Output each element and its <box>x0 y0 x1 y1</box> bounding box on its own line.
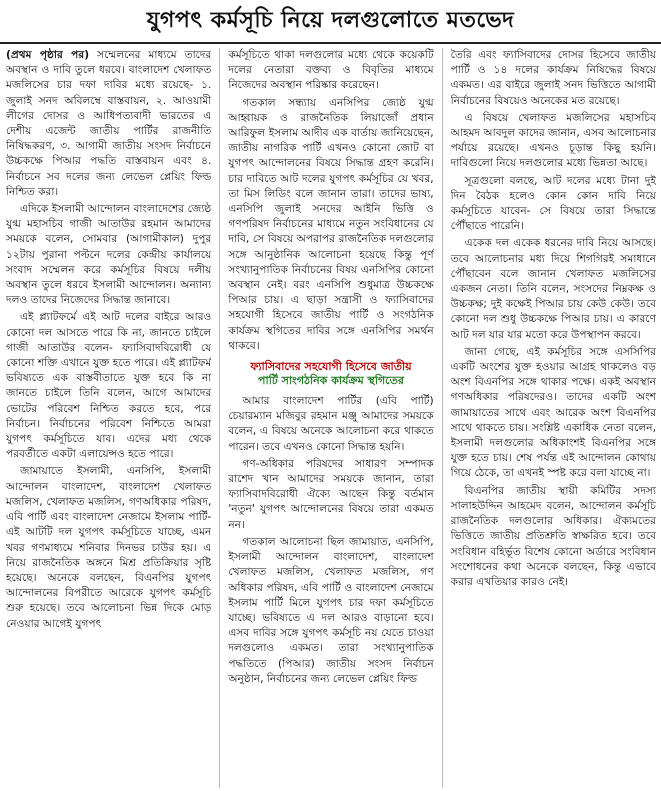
paragraph-text: সম্মেলনের মাধ্যমে তাদের অবস্থান ও দাবি তুলে ধরবে। বাংলাদেশ খেলাফত মজলিসের চার দফা দাবির মধ্যে রয়েছে- ১. জুলাই সনদ অবিলম্বে বাস্তবায়ন, ২. আওয়ামী লীগের দোসর ও আধিপত্যবাদী ভারতের এ দেশীয় এজেন্ট জাতীয় পার্টির রাজনীতি নিষিদ্ধকরণ, ৩. আগামী জাতীয় সংসদ নির্বাচনে উচ্চকক্ষে পিআর পদ্ধতি বাস্তবায়ন এবং ৪. নির্বাচনে সব দলের জন্য লেভেল প্লেয়িং ফিল্ড নিশ্চিত করা। <box>6 49 212 198</box>
paragraph: গতকাল সন্ধ্যায় এনসিপির জ্যেষ্ঠ যুগ্ম আহ্বায়ক ও রাজনৈতিক লিয়াজোঁ প্রধান আরিফুল ইসলাম আদীব এক বার্তায় জানিয়েছেন, জাতীয় নাগরিক পার্টি এখনও কোনো জোট বা যুগপৎ আন্দোলনের বিষয়ে সিদ্ধান্ত গ্রহণ করেনি। চার দাবিতে আট দলের যুগপৎ কর্মসূচির যে খবর, তা মিস লিডিং বলে জানান তারা। তাদের ভাষ্য, এনসিপি জুলাই সনদের আইনি ভিত্তি ও গণপরিষদ নির্বাচনের মাধ্যমে নতুন সংবিধানের যে দাবি, সে বিষয়ে অপরাপর রাজনৈতিক দলগুলোর সঙ্গে আনুষ্ঠানিক আলোচনা হয়েছে কিন্তু পূর্ণ সংখ্যানুপাতিক নির্বাচনের বিষয় এনসিপির কোনো অবস্থান নেই। বরং এনসিপি শুধুমাত্র উচ্চকক্ষে পিআর চায়। এ ছাড়া সন্ত্রাসী ও ফ্যাসিবাদের সহযোগী হিসেবে জাতীয় পার্টি ও সংগঠনিক কার্যক্রম স্থগিতের দাবির সঙ্গে এনসিপির সমর্থন থাকবে। <box>228 96 434 352</box>
paragraph: তৈরি এবং ফ্যাসিবাদের দোসর হিসেবে জাতীয় পার্টি ও ১৪ দলের কার্যক্রম নিষিদ্ধের বিষয়ে একমত। এর বাইরে জুলাই সনদ ভিত্তিতে আগামী নির্বাচনের বিষয়েও অনেকের মত রয়েছে। <box>450 49 656 107</box>
continuation-label: (প্রথম পৃষ্ঠার পর) <box>6 49 90 61</box>
column-2 <box>228 48 433 788</box>
paragraph: আমার বাংলাদেশ পার্টির (এবি পার্টি) চেয়ারম্যান মজিবুর রহমান মঞ্জু আমাদের সময়কে বলেন, এ বিষয়ে অনেকে আলোচনা করে থাকতে পারেন। তবে এখনও কোনো সিদ্ধান্ত হয়নি। <box>228 395 434 453</box>
paragraph: গণ-অধিকার পরিষদের সাধারণ সম্পাদক রাশেদ খান আমাদের সময়কে জানান, তারা ফ্যাসিবাদবিরোধী ঐক্যে আছেন কিন্তু বর্তমান 'নতুন' যুগপৎ আন্দোলনের বিষয়ে তারা একমত নন। <box>228 457 434 531</box>
paragraph: সূত্রগুলো বলছে, আট দলের মধ্যে টানা দুই দিন বৈঠক হলেও কোন কোন দাবি নিয়ে কর্মসূচিতে যাবেন- সে বিষয়ে তারা সিদ্ধান্তে পৌঁছাতে পারেনি। <box>450 174 656 233</box>
paragraph: এদিকে ইসলামী আন্দোলন বাংলাদেশের জ্যেষ্ঠ যুগ্ম মহাসচিব গাজী আতাউর রহমান আমাদের সময়কে বলেন, সোমবার (আগামীকাল) দুপুর ১২টায় পুরানা পল্টনে দলের কেন্দ্রীয় কার্যালয়ে সংবাদ সম্মেলন করে কর্মসূচির বিষয়ে দলীয় অবস্থান তুলে ধরবে ইসলামী আন্দোলন। অন্যান্য দলও তাদের নিজেদের সিদ্ধান্ত জানাবে। <box>6 203 212 307</box>
column-divider <box>442 48 443 788</box>
pull-quote-line-1: ফ্যাসিবাদের সহযোগী হিসেবে জাতীয় <box>250 360 412 374</box>
paragraph: গতকাল আলোচনা ছিল জামায়াত, এনসিপি, ইসলামী আন্দোলন বাংলাদেশ, বাংলাদেশ খেলাফত মজলিস, খেলাফত মজলিস, গণ অধিকার পরিষদ, এবি পার্টি ও বাংলাদেশ নেজামে ইসলাম পার্টি মিলে যুগপৎ চার দফা কর্মসূচিতে যাচ্ছে। ভবিষ্যতে এ দল আরও বাড়ানো হবে। এসব দাবির সঙ্গে যুগপৎ কর্মসূচি নয় যেতে চাওয়া দলগুলোও একমত। তারা সংখ্যানুপাতিক পদ্ধতিতে (পিআর) জাতীয় সংসদ নির্বাচন অনুষ্ঠান, নির্বাচনের জন্য লেভেল প্লেয়িং ফিল্ড <box>228 535 434 685</box>
paragraph: জানা গেছে, এই কর্মসূচির সঙ্গে এসসিপির একটি অংশের যুক্ত হওয়ার আগ্রহ থাকলেও বড় অংশ বিএনপির সঙ্গে থাকার পক্ষে। একই অবস্থান গণঅধিকার পরিষদেরও। তাদের একটি অংশ জামায়াতের সাথে এবং আরেক অংশ বিএনপির সাথে থাকতে চায়। সংশ্লিষ্ট একাধিক নেতা বলেন, ইসলামী দলগুলোর অধিকাংশই বিএনপির সঙ্গে যুক্ত হতে চায়। শেষ পর্যন্ত এই আন্দোলন কোথায় গিয়ে ঠেকে, তা এখনই স্পষ্ট করে বলা যাচ্ছে না। <box>450 345 656 480</box>
paragraph: একেক দল একেক ধরনের দাবি নিয়ে আসছে। তবে আলোচনার মধ্য দিয়ে শিগগিরই সমাধানে পৌঁছাবেন বলে জানান খেলাফত মজলিসের একজন নেতা। তিনি বলেন, সংসদের নিম্নকক্ষ ও উচ্চকক্ষ; দুই কক্ষেই পিআর চায় কেউ কেউ। তবে কোনো দল শুধু উচ্চকক্ষে পিআর চায়। এ কারণে আট দল যার যার মতো করে উপস্থাপন করবে। <box>450 237 656 341</box>
paragraph: জামায়াতে ইসলামী, এনসিপি, ইসলামী আন্দোলন বাংলাদেশ, বাংলাদেশ খেলাফত মজলিস, খেলাফত মজলিস, গণঅধিকার পরিষদ, এবি পার্টি এবং বাংলাদেশ নেজামে ইসলাম পার্টি- এই আটটি দল যুগপৎ কর্মসূচিতে যাচ্ছে, এমন খবর গণমাধ্যমে শনিবার দিনভর চাউর হয়। এ নিয়ে রাজনৈতিক অঙ্গনে মিশ্র প্রতিক্রিয়ার সৃষ্টি হয়েছে। অনেকে বলছেন, বিএনপির যুগপৎ আন্দোলনের বিপরীতে আরেকে যুগপৎ কর্মসূচি শুরু হয়েছে। তবে আলোচনা ভিন্ন দিকে মোড় নেওয়ার আগেই যুগপৎ <box>6 465 212 630</box>
paragraph: এ বিষয়ে খেলাফত মজলিসের মহাসচিব আহমদ আবদুল কাদের জানান, এসব আলোচনার পর্যায়ে রয়েছে। এখনও চূড়ান্ত কিছু হয়নি। দাবিগুলো নিয়ে দলগুলোর মধ্যে ভিন্নতা আছে। <box>450 111 656 170</box>
article-body <box>6 48 656 788</box>
column-1 <box>6 48 211 788</box>
column-divider <box>219 48 220 788</box>
paragraph <box>6 48 211 200</box>
paragraph: এই প্ল্যাটফর্মে এই আট দলের বাইরে আরও কোনো দল আসতে পারে কি না, জানতে চাইলে গাজী আতাউর বলেন- ফ্যাসিবাদবিরোধী যে কোনো শক্তি এখানে যুক্ত হতে পারে। এই প্ল্যাটফর্ম ভবিষ্যতে এক বাস্তবীতাতে যুক্ত হবে কি না জানতে চাইলে তিনি বলেন, আগে আমাদের ভোটের পরিবেশ নিশ্চিত করতে হবে, পরে নির্বাচন। নির্বাচনের পরিবেশ নিশ্চিতে আমরা যুগপৎ কর্মসূচিতে যাব। এদের মধ্য থেকে পরবর্তীতে একটা এলায়েন্সও হতে পারে। <box>6 311 212 461</box>
pull-quote <box>228 358 433 390</box>
paragraph: কর্মসূচিতে থাকা দলগুলোর মধ্যে থেকে কয়েকটি দলের নেতারা বক্তব্য ও বিবৃতির মাধ্যমে নিজেদের অবস্থান পরিষ্কার করেছেন। <box>228 49 434 92</box>
headline-bar <box>0 0 661 44</box>
column-3 <box>451 48 656 788</box>
pull-quote-line-2: পার্টি সাংগঠনিক কার্যক্রম স্থগিতের <box>258 374 404 388</box>
article-headline: যুগপৎ কর্মসূচি নিয়ে দলগুলোতে মতভেদ <box>146 7 515 33</box>
paragraph: বিএনপির জাতীয় স্থায়ী কমিটির সদস্য সালাহউদ্দিন আহমেদ বলেন, আন্দোলন কর্মসূচি রাজনৈতিক দলগুলোর অধিকার। ঐক্যমতের ভিত্তিতে জাতীয় প্রতিশ্রুতি স্বাক্ষরিত হবে। তবে সংবিধান বহির্ভূত বিশেষ কোনো অর্ডারে সংবিধান সংশোধনের কথা অনেকে বলছেন, কিন্তু এভাবে করার এখতিয়ার কারও নেই। <box>450 484 656 588</box>
